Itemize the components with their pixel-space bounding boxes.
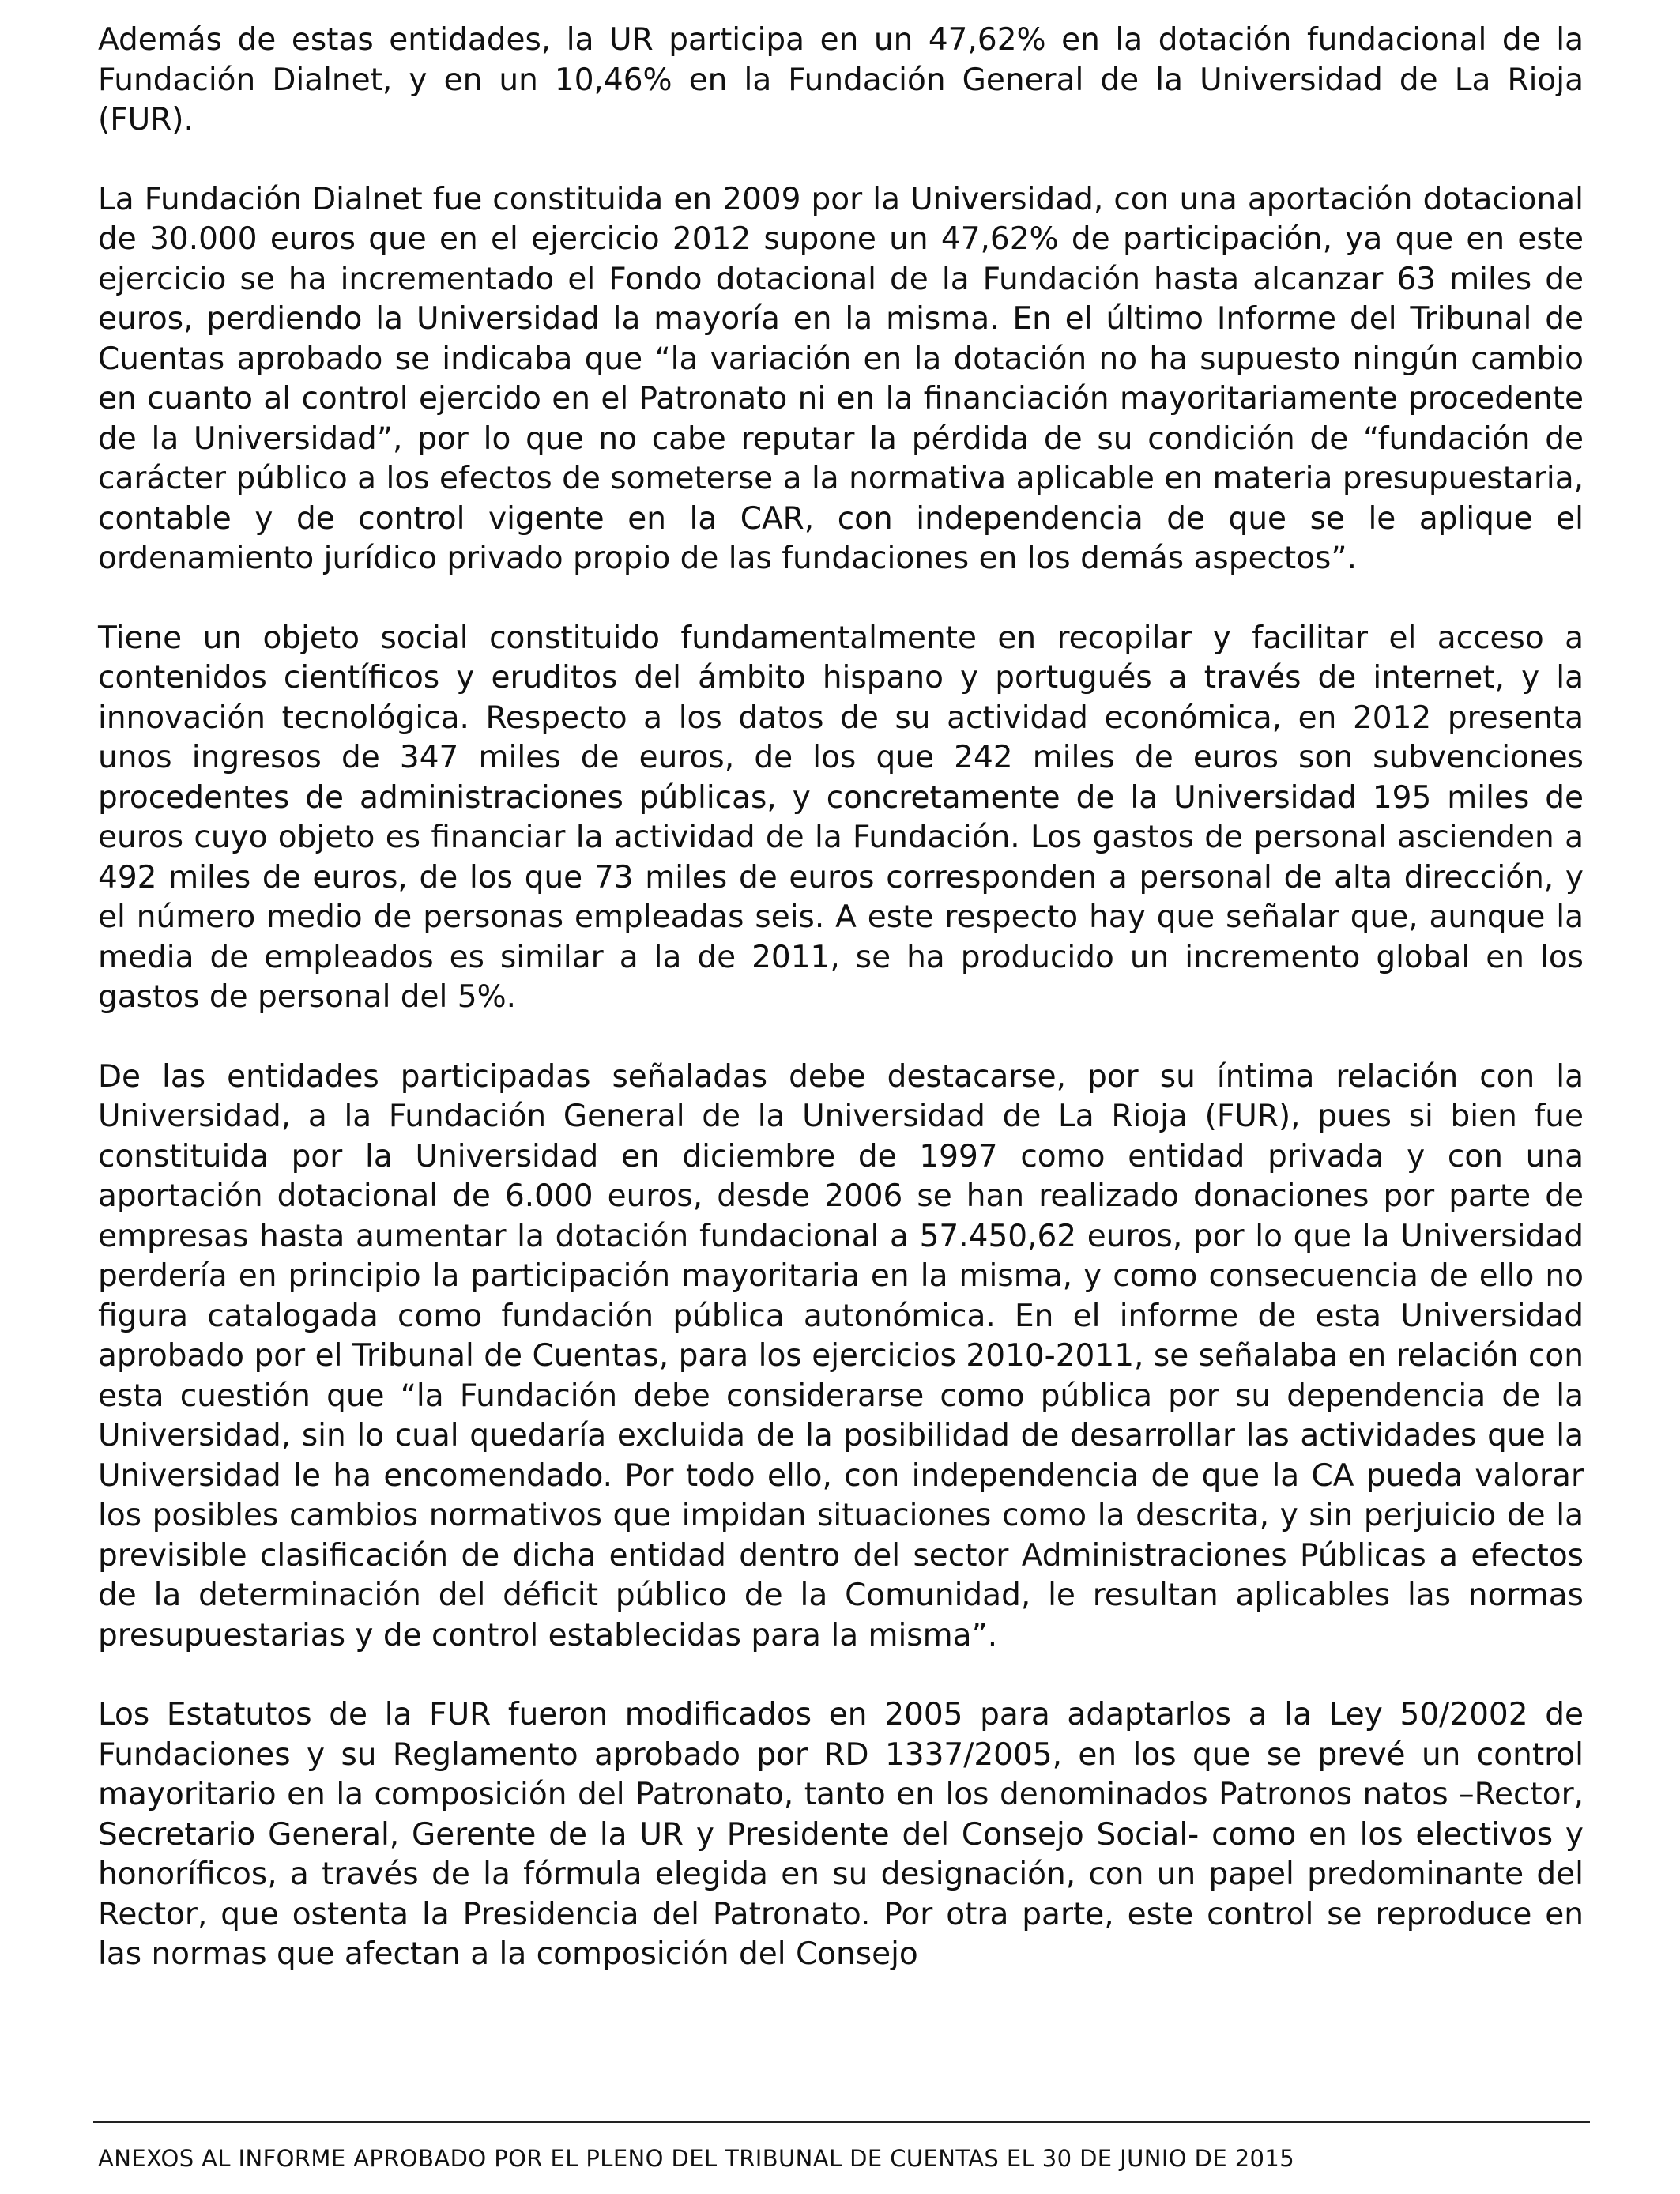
- paragraph-estatutos-fur: Los Estatutos de la FUR fueron modificados en 2005 para adaptarlos a la Ley 50/2002 de Fundaciones y su Reglamento aprobado por RD 1337/2005, en los que se prevé un control mayoritario en la composición del Patronato, tanto en los denominados Patronos natos –Rector, Secretario General, Gerente de la UR y Presidente del Consejo Social- como en los electivos y honoríficos, a través de la fórmula elegida en su designación, con un papel predominante del Rector, que ostenta la Presidencia del Patronato. Por otra parte, este control se reproduce en las normas que afectan a la composición del Consejo: [98, 1697, 1584, 1972]
- paragraph-participations: Además de estas entidades, la UR participa en un 47,62% en la dotación fundacional de la Fundación Dialnet, y en un 10,46% en la Fundación General de la Universidad de La Rioja (FUR).: [98, 22, 1584, 138]
- paragraph-fundacion-dialnet: La Fundación Dialnet fue constituida en 2009 por la Universidad, con una aportación dotacional de 30.000 euros que en el ejercicio 2012 supone un 47,62% de participación, ya que en este ejercicio se ha incrementado el Fondo dotacional de la Fundación hasta alcanzar 63 miles de euros, perdiendo la Universidad la mayoría en la misma. En el último Informe del Tribunal de Cuentas aprobado se indicaba que “la variación en la dotación no ha supuesto ningún cambio en cuanto al control ejercido en el Patronato ni en la financiación mayoritariamente procedente de la Universidad”, por lo que no cabe reputar la pérdida de su condición de “fundación de carácter público a los efectos de someterse a la normativa aplicable en materia presupuestaria, contable y de control vigente en la CAR, con independencia de que se le aplique el ordenamiento jurídico privado propio de las fundaciones en los demás aspectos”.: [98, 181, 1584, 576]
- page-footer: ANEXOS AL INFORME APROBADO POR EL PLENO DEL TRIBUNAL DE CUENTAS EL 30 DE JUNIO DE 2015: [98, 2145, 1295, 2172]
- footer-divider: [93, 2121, 1590, 2123]
- paragraph-fundacion-general: De las entidades participadas señaladas debe destacarse, por su íntima relación con la Universidad, a la Fundación General de la Universidad de La Rioja (FUR), pues si bien fue constituida por la Universidad en diciembre de 1997 como entidad privada y con una aportación dotacional de 6.000 euros, desde 2006 se han realizado donaciones por parte de empresas hasta aumentar la dotación fundacional a 57.450,62 euros, por lo que la Universidad perdería en principio la participación mayoritaria en la misma, y como consecuencia de ello no figura catalogada como fundación pública autonómica. En el informe de esta Universidad aprobado por el Tribunal de Cuentas, para los ejercicios 2010-2011, se señalaba en relación con esta cuestión que “la Fundación debe considerarse como pública por su dependencia de la Universidad, sin lo cual quedaría excluida de la posibilidad de desarrollar las actividades que la Universidad le ha encomendado. Por todo ello, con independencia de que la CA pueda valorar los posibles cambios normativos que impidan situaciones como la descrita, y sin perjuicio de la previsible clasificación de dicha entidad dentro del sector Administraciones Públicas a efectos de la determinación del déficit público de la Comunidad, le resultan aplicables las normas presupuestarias y de control establecidas para la misma”.: [98, 1058, 1584, 1653]
- paragraph-objeto-social: Tiene un objeto social constituido fundamentalmente en recopilar y facilitar el acceso a contenidos científicos y eruditos del ámbito hispano y portugués a través de internet, y la innovación tecnológica. Respecto a los datos de su actividad económica, en 2012 presenta unos ingresos de 347 miles de euros, de los que 242 miles de euros son subvenciones procedentes de administraciones públicas, y concretamente de la Universidad 195 miles de euros cuyo objeto es financiar la actividad de la Fundación. Los gastos de personal ascienden a 492 miles de euros, de los que 73 miles de euros corresponden a personal de alta dirección, y el número medio de personas empleadas seis. A este respecto hay que señalar que, aunque la media de empleados es similar a la de 2011, se ha producido un incremento global en los gastos de personal del 5%.: [98, 620, 1584, 1015]
- document-body: [98, 21, 1584, 2015]
